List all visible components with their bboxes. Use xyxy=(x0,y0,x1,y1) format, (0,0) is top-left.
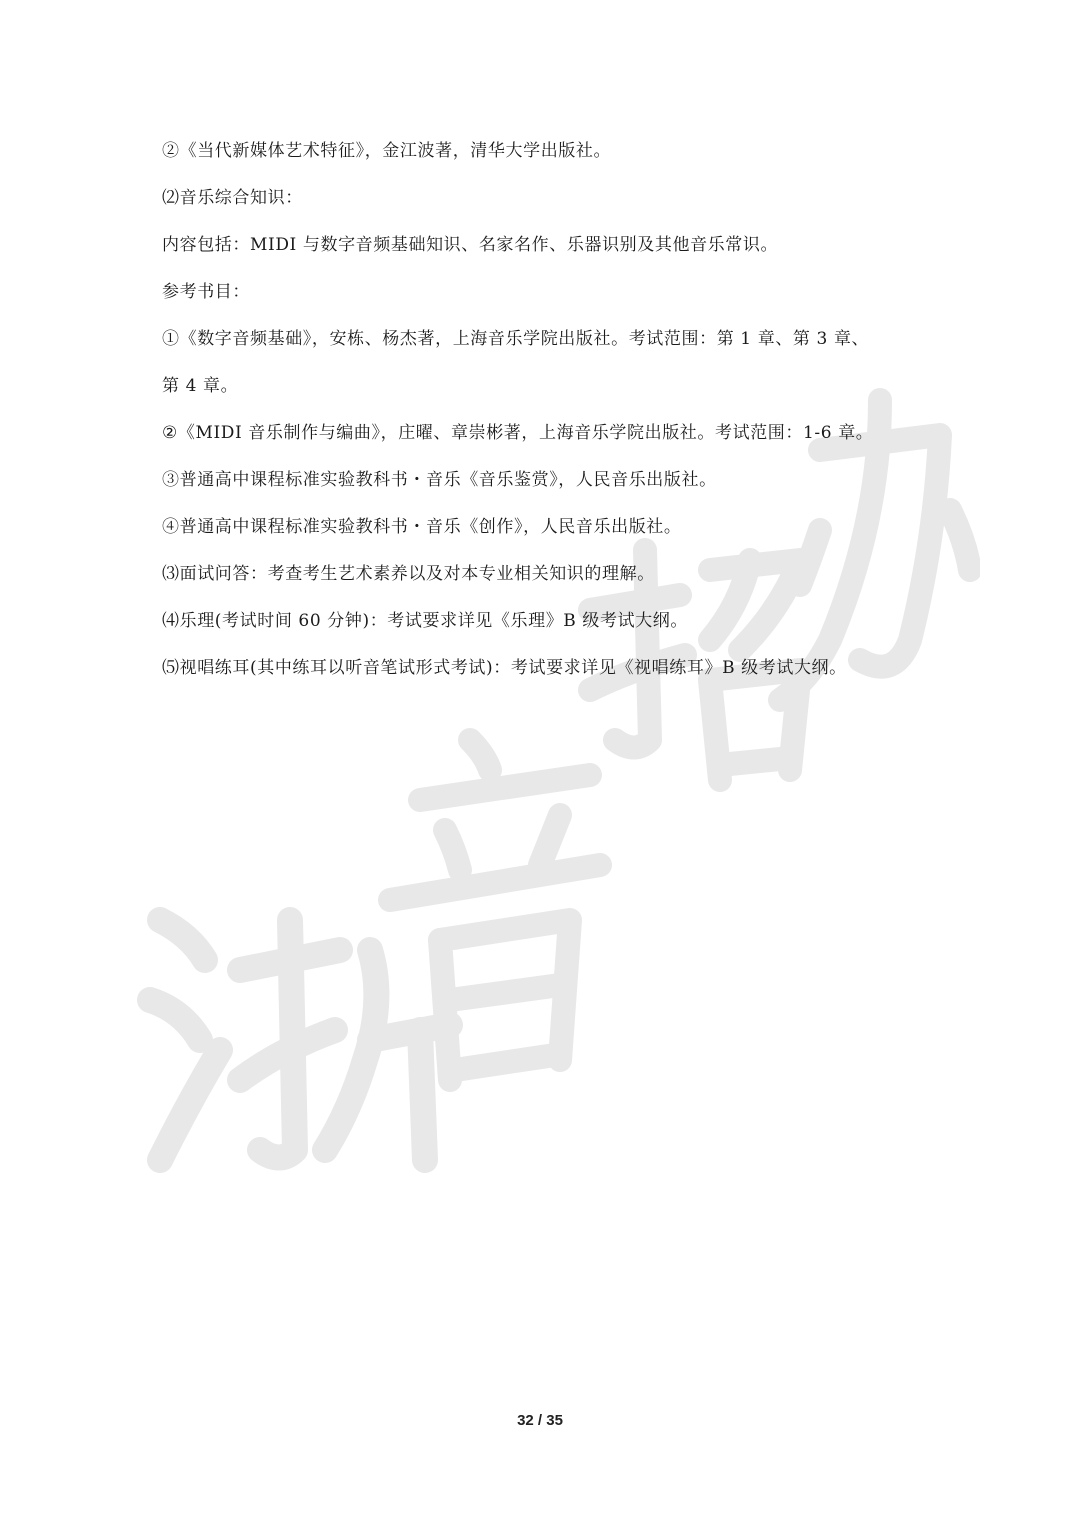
reference-book-item-1-continued: 第 4 章。 xyxy=(162,376,239,396)
reference-book-item-2: ②《当代新媒体艺术特征》，金江波著，清华大学出版社。 xyxy=(162,141,612,161)
reference-book-item-2-midi: ②《MIDI 音乐制作与编曲》，庄曜、章崇彬著，上海音乐学院出版社。考试范围：1-6 章。 xyxy=(162,423,874,443)
reference-book-item-3: ③普通高中课程标准实验教科书・音乐《音乐鉴赏》，人民音乐出版社。 xyxy=(162,470,717,490)
page-number: 32 / 35 xyxy=(517,1412,563,1429)
section-music-knowledge-heading: ⑵音乐综合知识： xyxy=(162,188,303,208)
reference-books-heading: 参考书目： xyxy=(162,282,250,302)
section-interview: ⑶面试问答：考查考生艺术素养以及对本专业相关知识的理解。 xyxy=(162,564,655,584)
content-description: 内容包括：MIDI 与数字音频基础知识、名家名作、乐器识别及其他音乐常识。 xyxy=(162,235,779,255)
reference-book-item-1: ①《数字音频基础》，安栋、杨杰著，上海音乐学院出版社。考试范围：第 1 章、第 3 章、 xyxy=(162,329,870,349)
reference-book-item-4: ④普通高中课程标准实验教科书・音乐《创作》，人民音乐出版社。 xyxy=(162,517,682,537)
section-music-theory: ⑷乐理(考试时间 60 分钟)：考试要求详见《乐理》B 级考试大纲。 xyxy=(162,611,688,631)
document-body xyxy=(162,128,952,692)
section-sight-singing: ⑸视唱练耳(其中练耳以听音笔试形式考试)：考试要求详见《视唱练耳》B 级考试大纲。 xyxy=(162,658,847,678)
